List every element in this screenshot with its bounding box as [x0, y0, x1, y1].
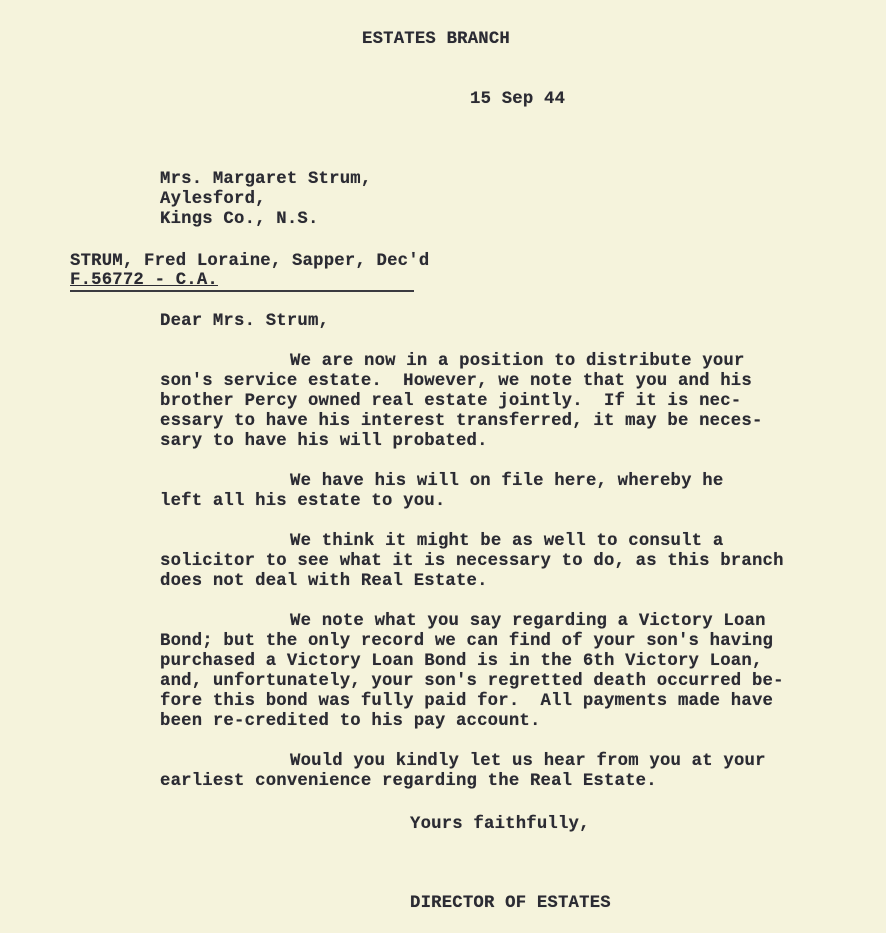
signature-title: DIRECTOR OF ESTATES — [410, 894, 611, 913]
body-paragraph-line: essary to have his interest transferred, it may be neces- — [160, 412, 763, 431]
body-paragraph-line: Bond; but the only record we can find of your son's having — [160, 632, 774, 651]
body-paragraph-line: son's service estate. However, we note that you and his — [160, 372, 752, 391]
body-paragraph-line: purchased a Victory Loan Bond is in the 6th Victory Loan, — [160, 652, 763, 671]
body-paragraph-line: earliest convenience regarding the Real Estate. — [160, 772, 657, 791]
body-paragraph-line: We have his will on file here, whereby he — [290, 472, 724, 491]
body-paragraph-line: We think it might be as well to consult a — [290, 532, 724, 551]
body-paragraph-line: We are now in a position to distribute your — [290, 352, 745, 371]
body-paragraph-line: brother Percy owned real estate jointly. If it is nec- — [160, 392, 742, 411]
body-paragraph-line: We note what you say regarding a Victory Loan — [290, 612, 766, 631]
body-paragraph-line: and, unfortunately, your son's regretted death occurred be- — [160, 672, 784, 691]
body-paragraph-line: left all his estate to you. — [160, 492, 446, 511]
reference-number: F.56772 - C.A. — [70, 271, 218, 290]
letter-date: 15 Sep 44 — [470, 90, 566, 109]
address-line: Aylesford, — [160, 190, 266, 209]
body-paragraph-line: sary to have his will probated. — [160, 432, 488, 451]
address-line: Kings Co., N.S. — [160, 210, 319, 229]
salutation: Dear Mrs. Strum, — [160, 312, 330, 331]
branch-header: ESTATES BRANCH — [362, 30, 510, 49]
body-paragraph-line: fore this bond was fully paid for. All payments made have — [160, 692, 774, 711]
body-paragraph-line: Would you kindly let us hear from you at your — [290, 752, 766, 771]
body-paragraph-line: solicitor to see what it is necessary to do, as this branch — [160, 552, 784, 571]
body-paragraph-line: been re-credited to his pay account. — [160, 712, 541, 731]
body-paragraph-line: does not deal with Real Estate. — [160, 572, 488, 591]
address-line: Mrs. Margaret Strum, — [160, 170, 372, 189]
reference-line: STRUM, Fred Loraine, Sapper, Dec'd — [70, 252, 430, 271]
reference-divider — [70, 290, 414, 292]
closing: Yours faithfully, — [410, 815, 590, 834]
